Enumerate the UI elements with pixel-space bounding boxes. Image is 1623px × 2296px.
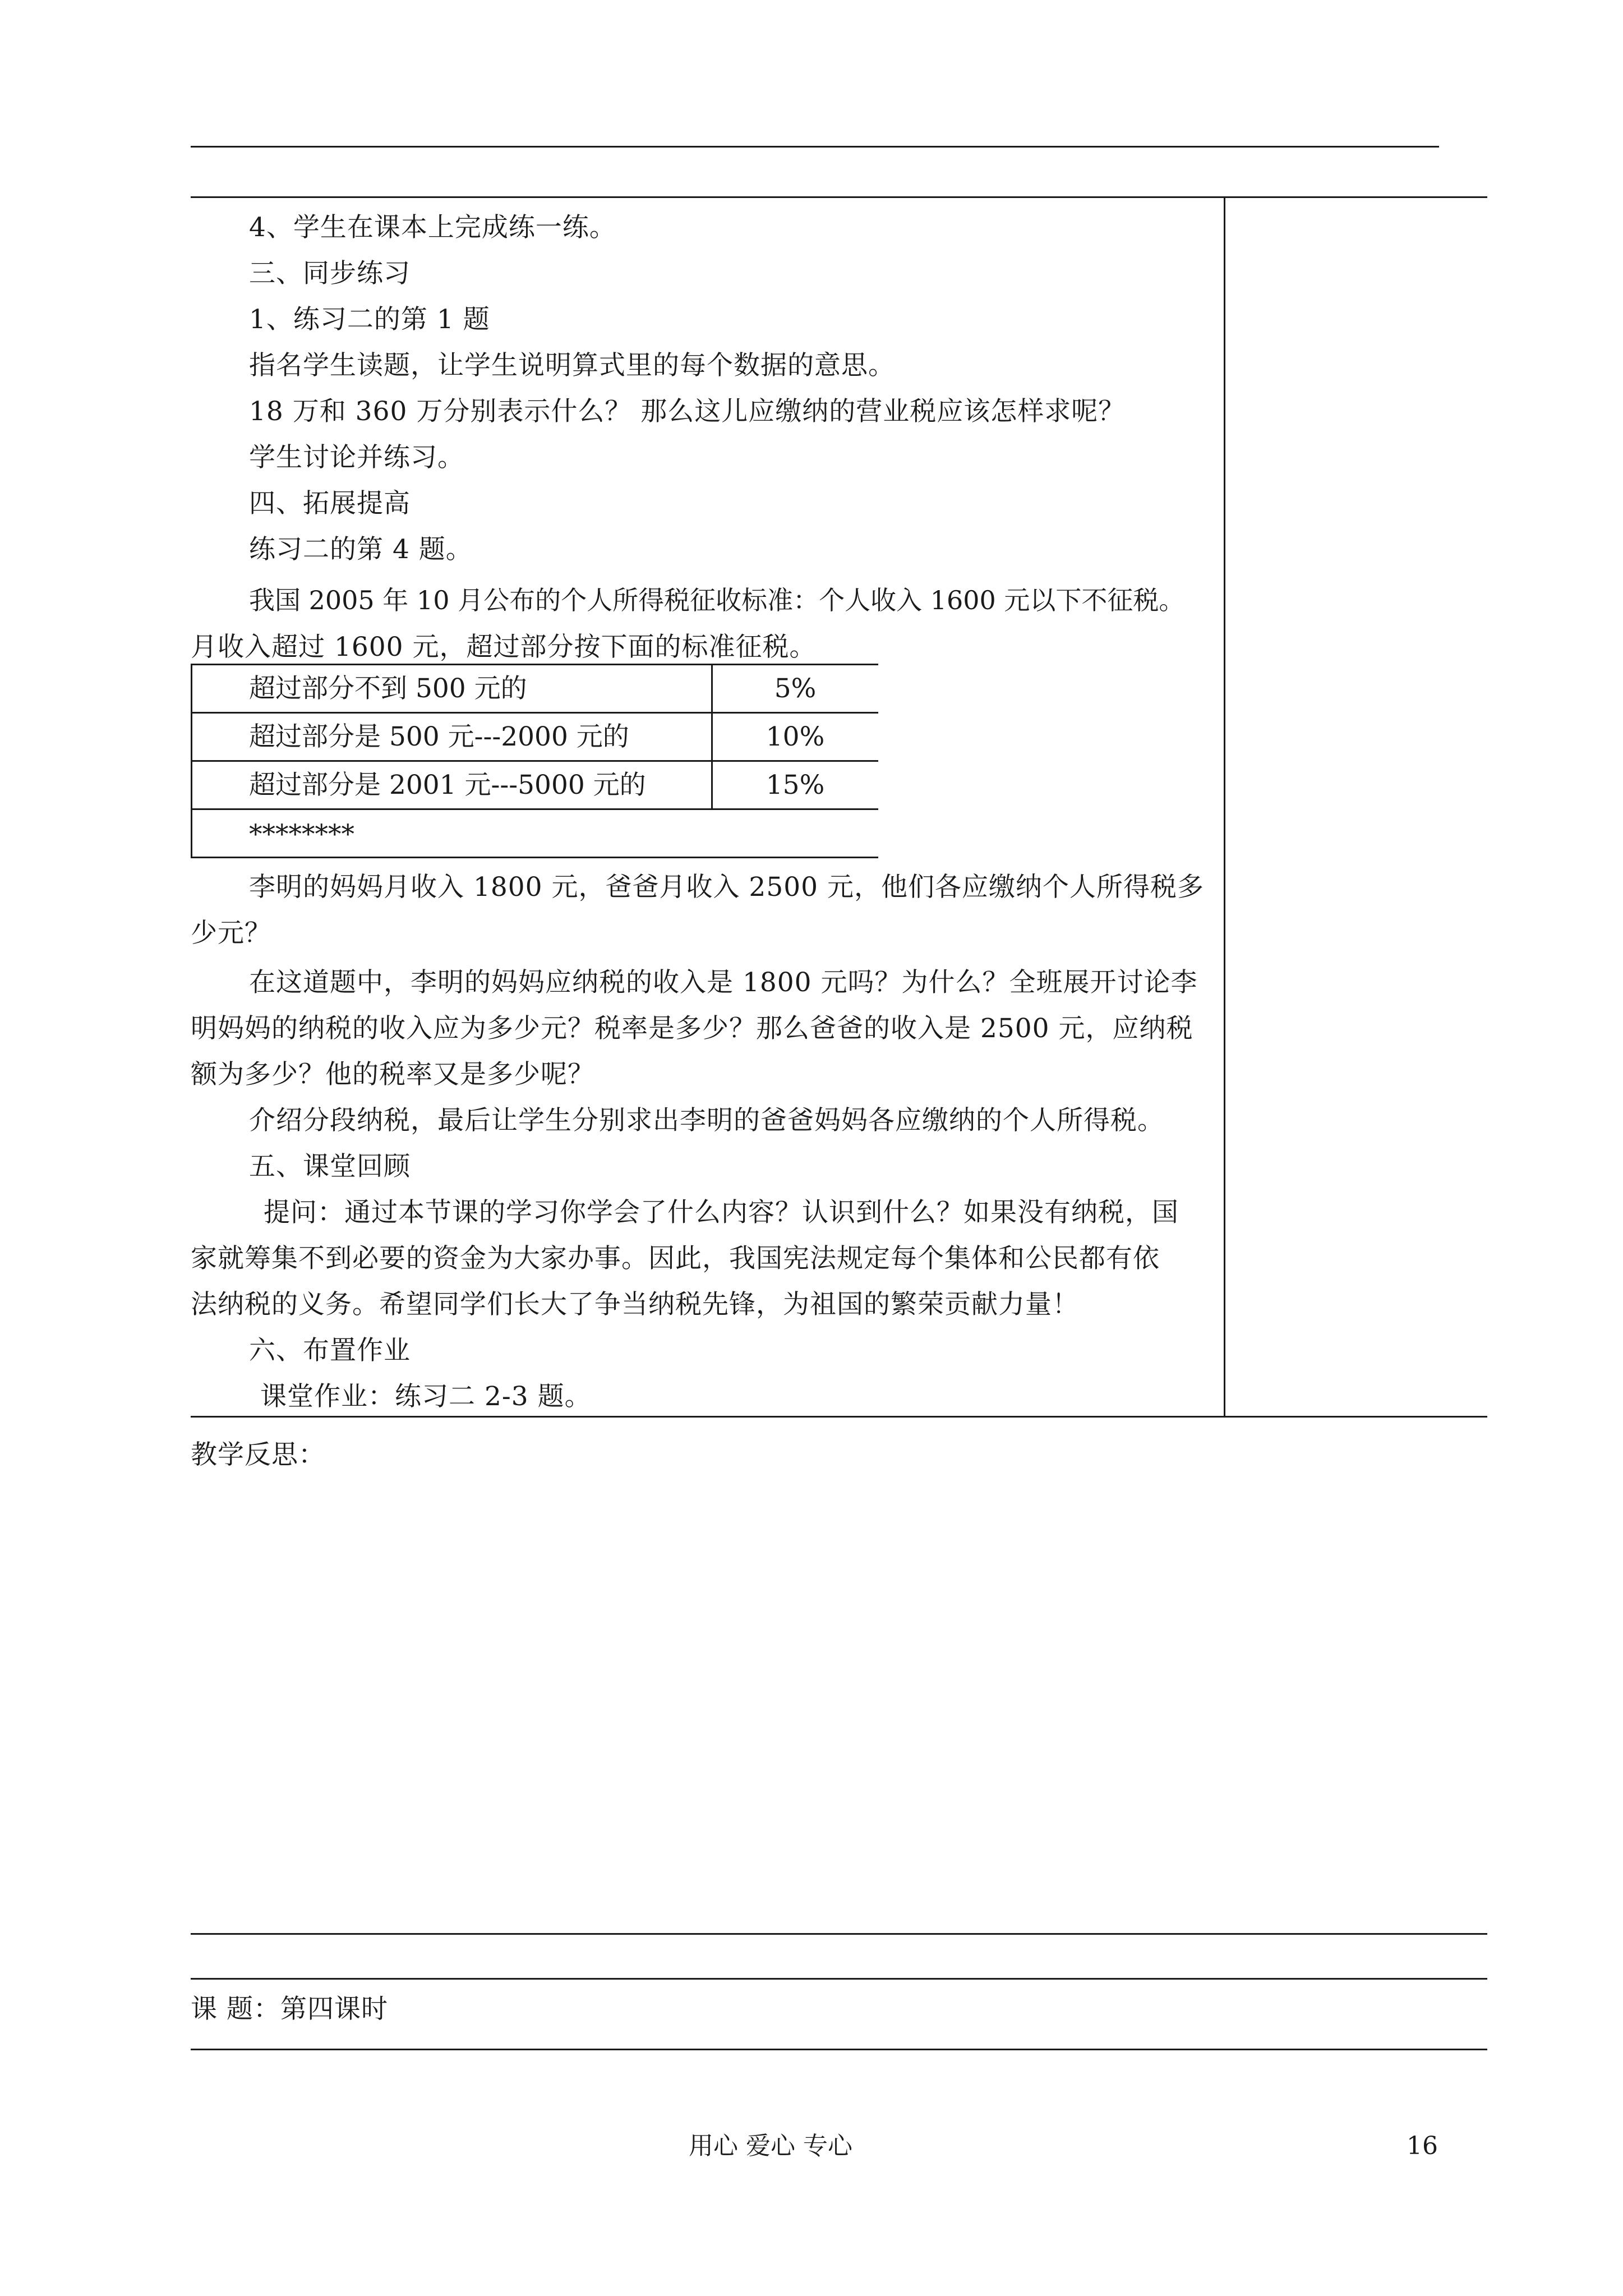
- text-line: 四、拓展提高: [249, 488, 411, 519]
- text-line: 六、布置作业: [249, 1335, 411, 1366]
- text-line: 法纳税的义务。希望同学们长大了争当纳税先锋，为祖国的繁荣贡献力量！: [191, 1289, 1079, 1320]
- header-rule: [191, 146, 1439, 148]
- text-line: 李明的妈妈月收入 1800 元，爸爸月收入 2500 元，他们各应缴纳个人所得税多: [249, 872, 1204, 903]
- footer-motto: 用心 爱心 专心: [689, 2132, 852, 2160]
- text-line: 介绍分段纳税，最后让学生分别求出李明的爸爸妈妈各应缴纳的个人所得税。: [249, 1105, 1164, 1136]
- table-cell-rate: 10%: [766, 721, 825, 752]
- table-rule: [191, 712, 878, 714]
- text-line: 提问：通过本节课的学习你学会了什么内容？认识到什么？如果没有纳税，国: [264, 1197, 1179, 1228]
- text-line: 练习二的第 4 题。: [249, 534, 473, 565]
- text-line: 4、学生在课本上完成练一练。: [249, 212, 616, 243]
- text-line: 学生讨论并练习。: [249, 442, 464, 473]
- text-line: 在这道题中，李明的妈妈应纳税的收入是 1800 元吗？为什么？全班展开讨论李: [249, 967, 1198, 998]
- table-cell-rate: 5%: [774, 673, 817, 704]
- table-cell-rate: 15%: [766, 770, 825, 800]
- table-rule: [191, 808, 878, 810]
- table-rule: [191, 664, 192, 858]
- reflection-label: 教学反思：: [191, 1439, 325, 1470]
- section-rule: [191, 1933, 1487, 1935]
- text-line: 五、课堂回顾: [249, 1151, 411, 1182]
- table-cell-bracket: 超过部分不到 500 元的: [249, 673, 527, 704]
- text-line: 我国 2005 年 10 月公布的个人所得税征收标准：个人收入 1600 元以下不征税。: [249, 585, 1185, 615]
- table-rule: [191, 857, 878, 858]
- table-cell-bracket: 超过部分是 500 元---2000 元的: [249, 721, 629, 752]
- frame-top: [191, 196, 1487, 198]
- text-line: 1、练习二的第 1 题: [249, 304, 490, 335]
- text-line: 课堂作业：练习二 2-3 题。: [260, 1381, 592, 1412]
- table-rule: [191, 760, 878, 762]
- text-line: 少元？: [191, 918, 271, 949]
- frame-divider: [1224, 196, 1225, 1418]
- table-cell-bracket: ********: [249, 819, 354, 850]
- frame-bottom: [191, 1416, 1487, 1418]
- text-line: 额为多少？他的税率又是多少呢？: [191, 1059, 594, 1090]
- table-cell-bracket: 超过部分是 2001 元---5000 元的: [249, 770, 646, 800]
- text-line: 明妈妈的纳税的收入应为多少元？税率是多少？那么爸爸的收入是 2500 元，应纳税: [191, 1013, 1193, 1044]
- text-line: 家就筹集不到必要的资金为大家办事。因此，我国宪法规定每个集体和公民都有依: [191, 1243, 1160, 1274]
- text-line: 月收入超过 1600 元，超过部分按下面的标准征税。: [191, 632, 817, 662]
- section-rule: [191, 2049, 1487, 2050]
- table-rule: [191, 664, 878, 665]
- text-line: 三、同步练习: [249, 258, 411, 289]
- text-line: 18 万和 360 万分别表示什么？ 那么这儿应缴纳的营业税应该怎样求呢？: [249, 396, 1126, 427]
- page-number: 16: [1407, 2132, 1438, 2160]
- lesson-title: 课 题：第四课时: [191, 1994, 388, 2024]
- text-line: 指名学生读题，让学生说明算式里的每个数据的意思。: [249, 350, 895, 381]
- section-rule: [191, 1978, 1487, 1980]
